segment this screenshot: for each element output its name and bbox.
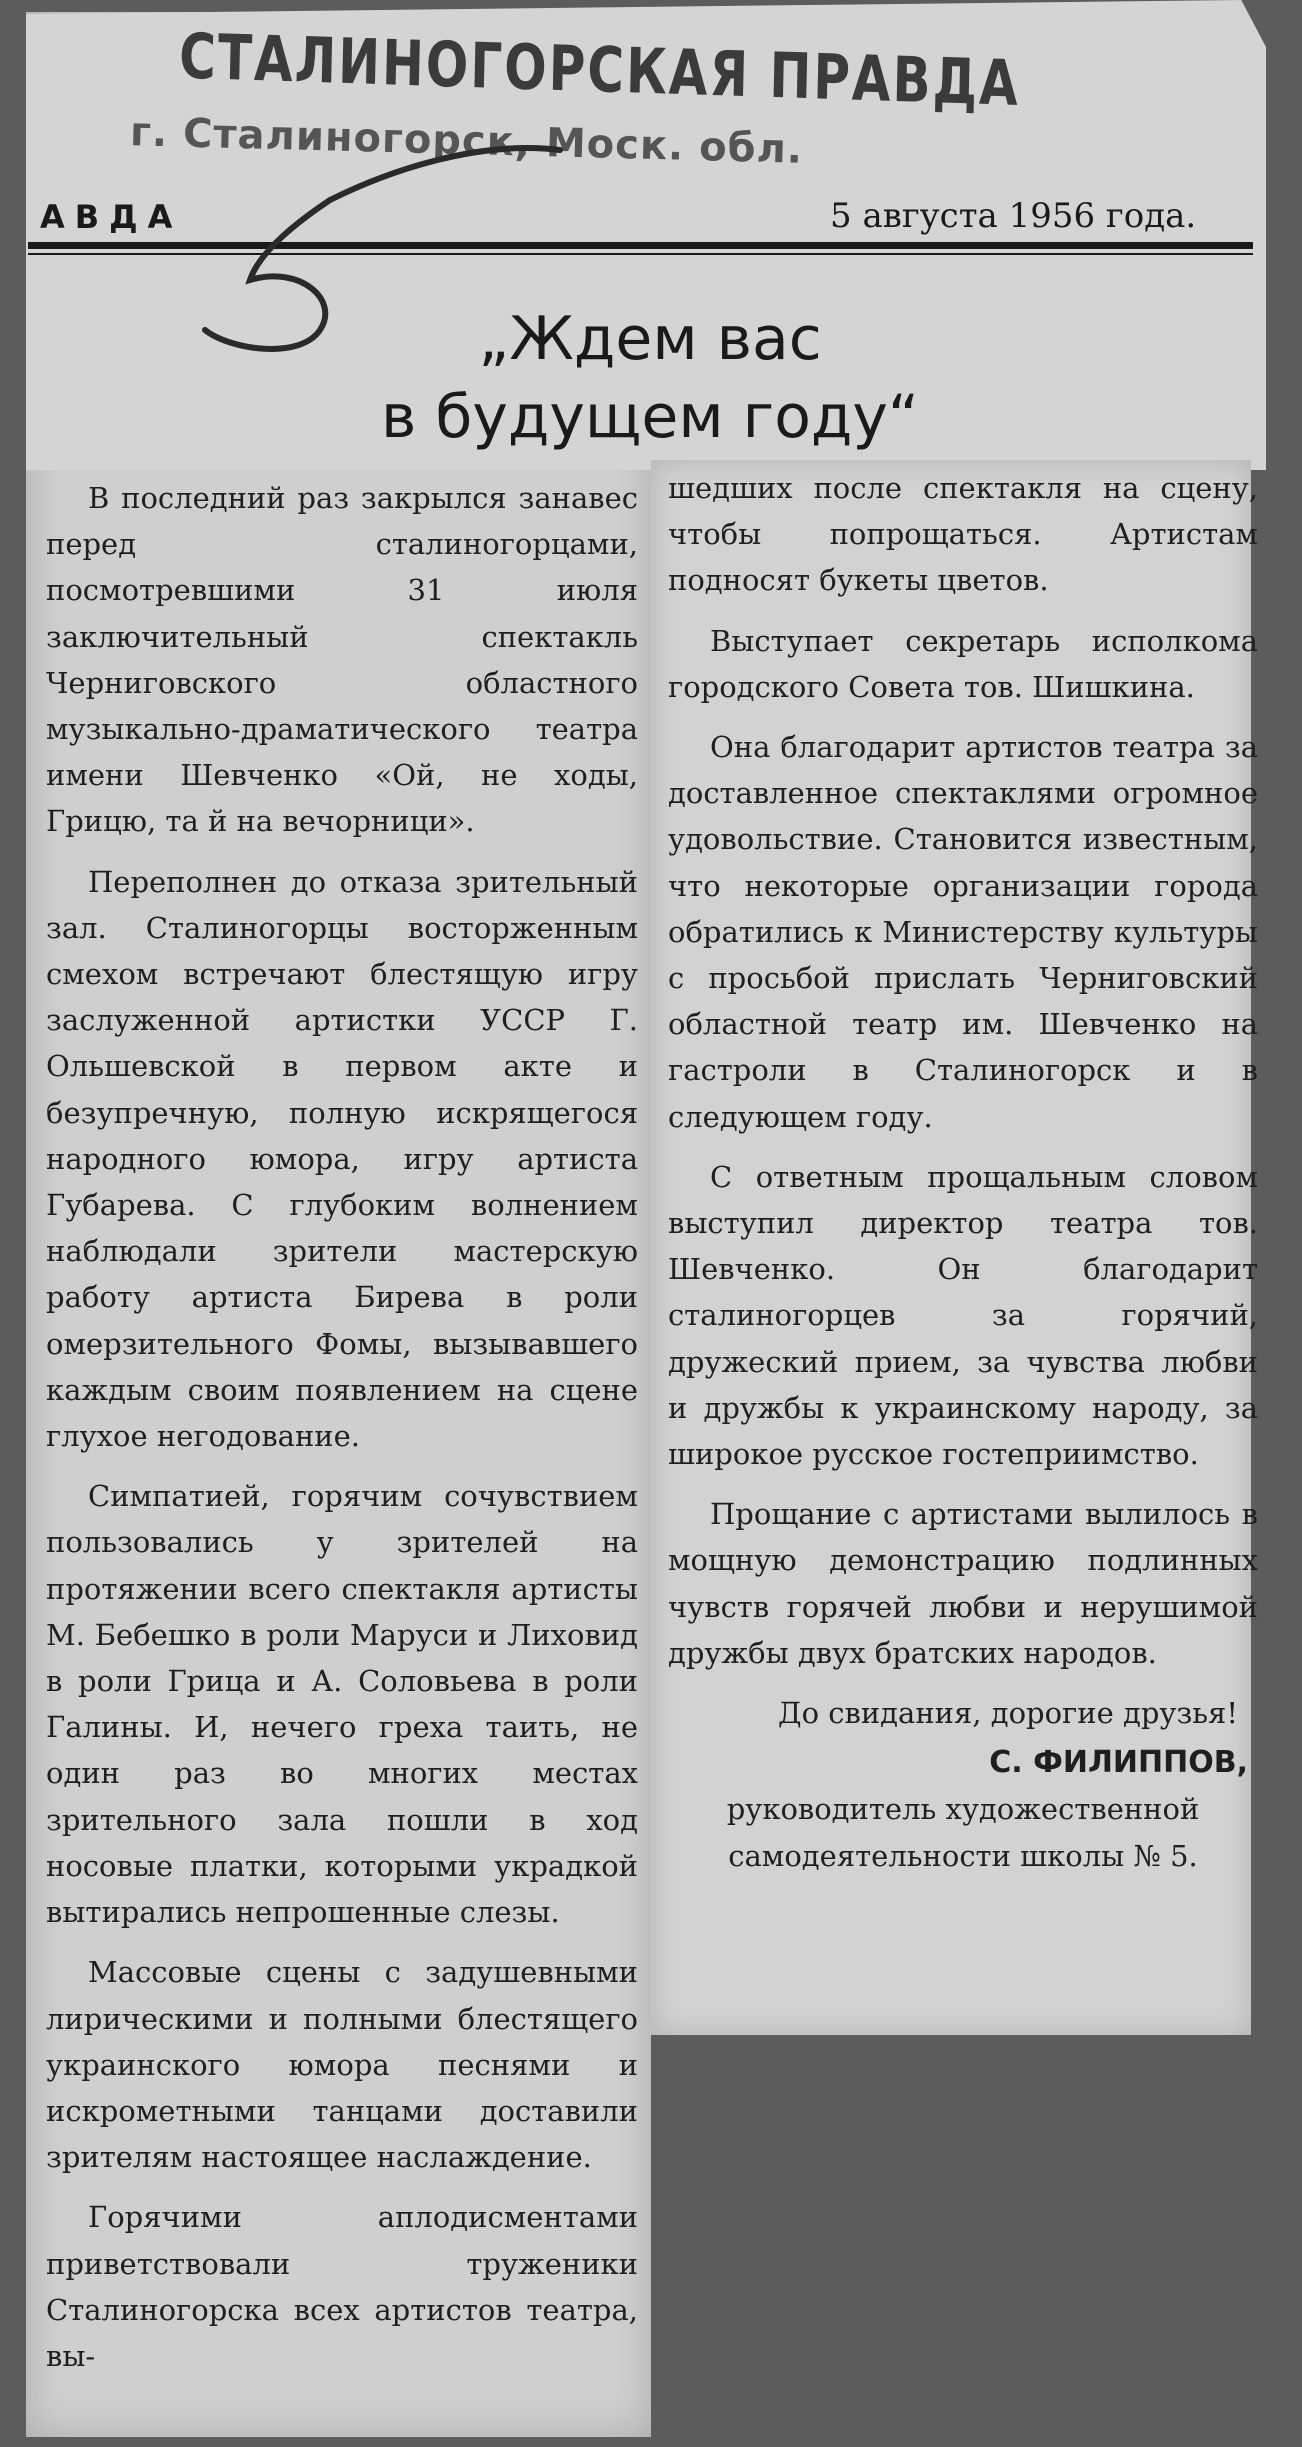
- masthead-rule-thick: [28, 242, 1253, 249]
- masthead-rule-thin: [28, 253, 1253, 255]
- author-role: руководитель художественной самодеятельности школы № 5.: [726, 1792, 1200, 1873]
- article-paragraph: Симпатией, горячим сочувствием пользовались у зрителей на протяжении всего спектакля артисты М. Бебешко в роли Маруси и Лиховид в роли Грица и А. Соловьева в роли Галины. И, нечего греха таить, не один раз во многих местах зрительного зала пошли в ход носовые платки, которыми украдкой вытирались непрошенные слезы.: [46, 1479, 638, 1930]
- newspaper-stamp-location: г. Сталиногорск, Моск. обл.: [129, 109, 804, 173]
- article-paragraph: Переполнен до отказа зрительный зал. Сталиногорцы восторженным смехом встречают блестящую игру заслуженной артистки УССР Г. Ольшевской в первом акте и безупречную, полную искрящегося народного юмора, игру артиста Губарева. С глубоким волнением наблюдали зрители мастерскую работу артиста Бирева в роли омерзительного Фомы, вызывавшего каждым своим появлением на сцене глухое негодование.: [46, 864, 638, 1454]
- article-paragraph: Она благодарит артистов театра за доставленное спектаклями огромное удовольствие. Становится известным, что некоторые организации города обратились к Министерству культуры с просьбой прислать Черниговский областной театр им. Шевченко на гастроли в Сталиногорск и в следующем году.: [668, 730, 1258, 1134]
- author-name: С. ФИЛИППОВ,: [989, 1745, 1248, 1781]
- headline-line-1: „Ждем вас: [478, 304, 822, 374]
- headline-line-2: в будущем году“: [380, 382, 919, 452]
- article-column-left: [46, 475, 638, 2393]
- article-paragraph: В последний раз закрылся занавес перед сталиногорцами, посмотревшими 31 июля заключительный спектакль Черниговского областного музыкально-драматического театра имени Шевченко «Ой, не ходы, Грицю, та й на вечорници».: [46, 481, 638, 839]
- masthead-fragment: АВДА: [40, 198, 183, 236]
- article-paragraph: шедших после спектакля на сцену, чтобы попрощаться. Артистам подносят букеты цветов.: [668, 471, 1258, 598]
- article-column-right: [668, 465, 1258, 1879]
- article-paragraph: Прощание с артистами вылилось в мощную демонстрацию подлинных чувств горячей любви и нерушимой дружбы двух братских народов.: [668, 1497, 1258, 1670]
- article-headline: [200, 300, 1100, 456]
- article-paragraph: С ответным прощальным словом выступил директор театра тов. Шевченко. Он благодарит сталиногорцев за горячий, дружеский прием, за чувства любви и дружбы к украинскому народу, за широкое русское гостеприимство.: [668, 1159, 1258, 1472]
- article-paragraph: Выступает секретарь исполкома городского Совета тов. Шишкина.: [668, 623, 1258, 704]
- article-paragraph: Массовые сцены с задушевными лирическими и полными блестящего украинского юмора песнями и искрометными танцами доставили зрителям настоящее наслаждение.: [46, 1955, 638, 2175]
- article-paragraph: Горячими аплодисментами приветствовали труженики Сталиногорска всех артистов театра, вы-: [46, 2200, 638, 2373]
- issue-date: 5 августа 1956 года.: [830, 196, 1197, 236]
- article-closing-line: До свидания, дорогие друзья!: [778, 1696, 1238, 1731]
- newspaper-stamp-title: СТАЛИНОГОРСКАЯ ПРАВДА: [178, 20, 1021, 120]
